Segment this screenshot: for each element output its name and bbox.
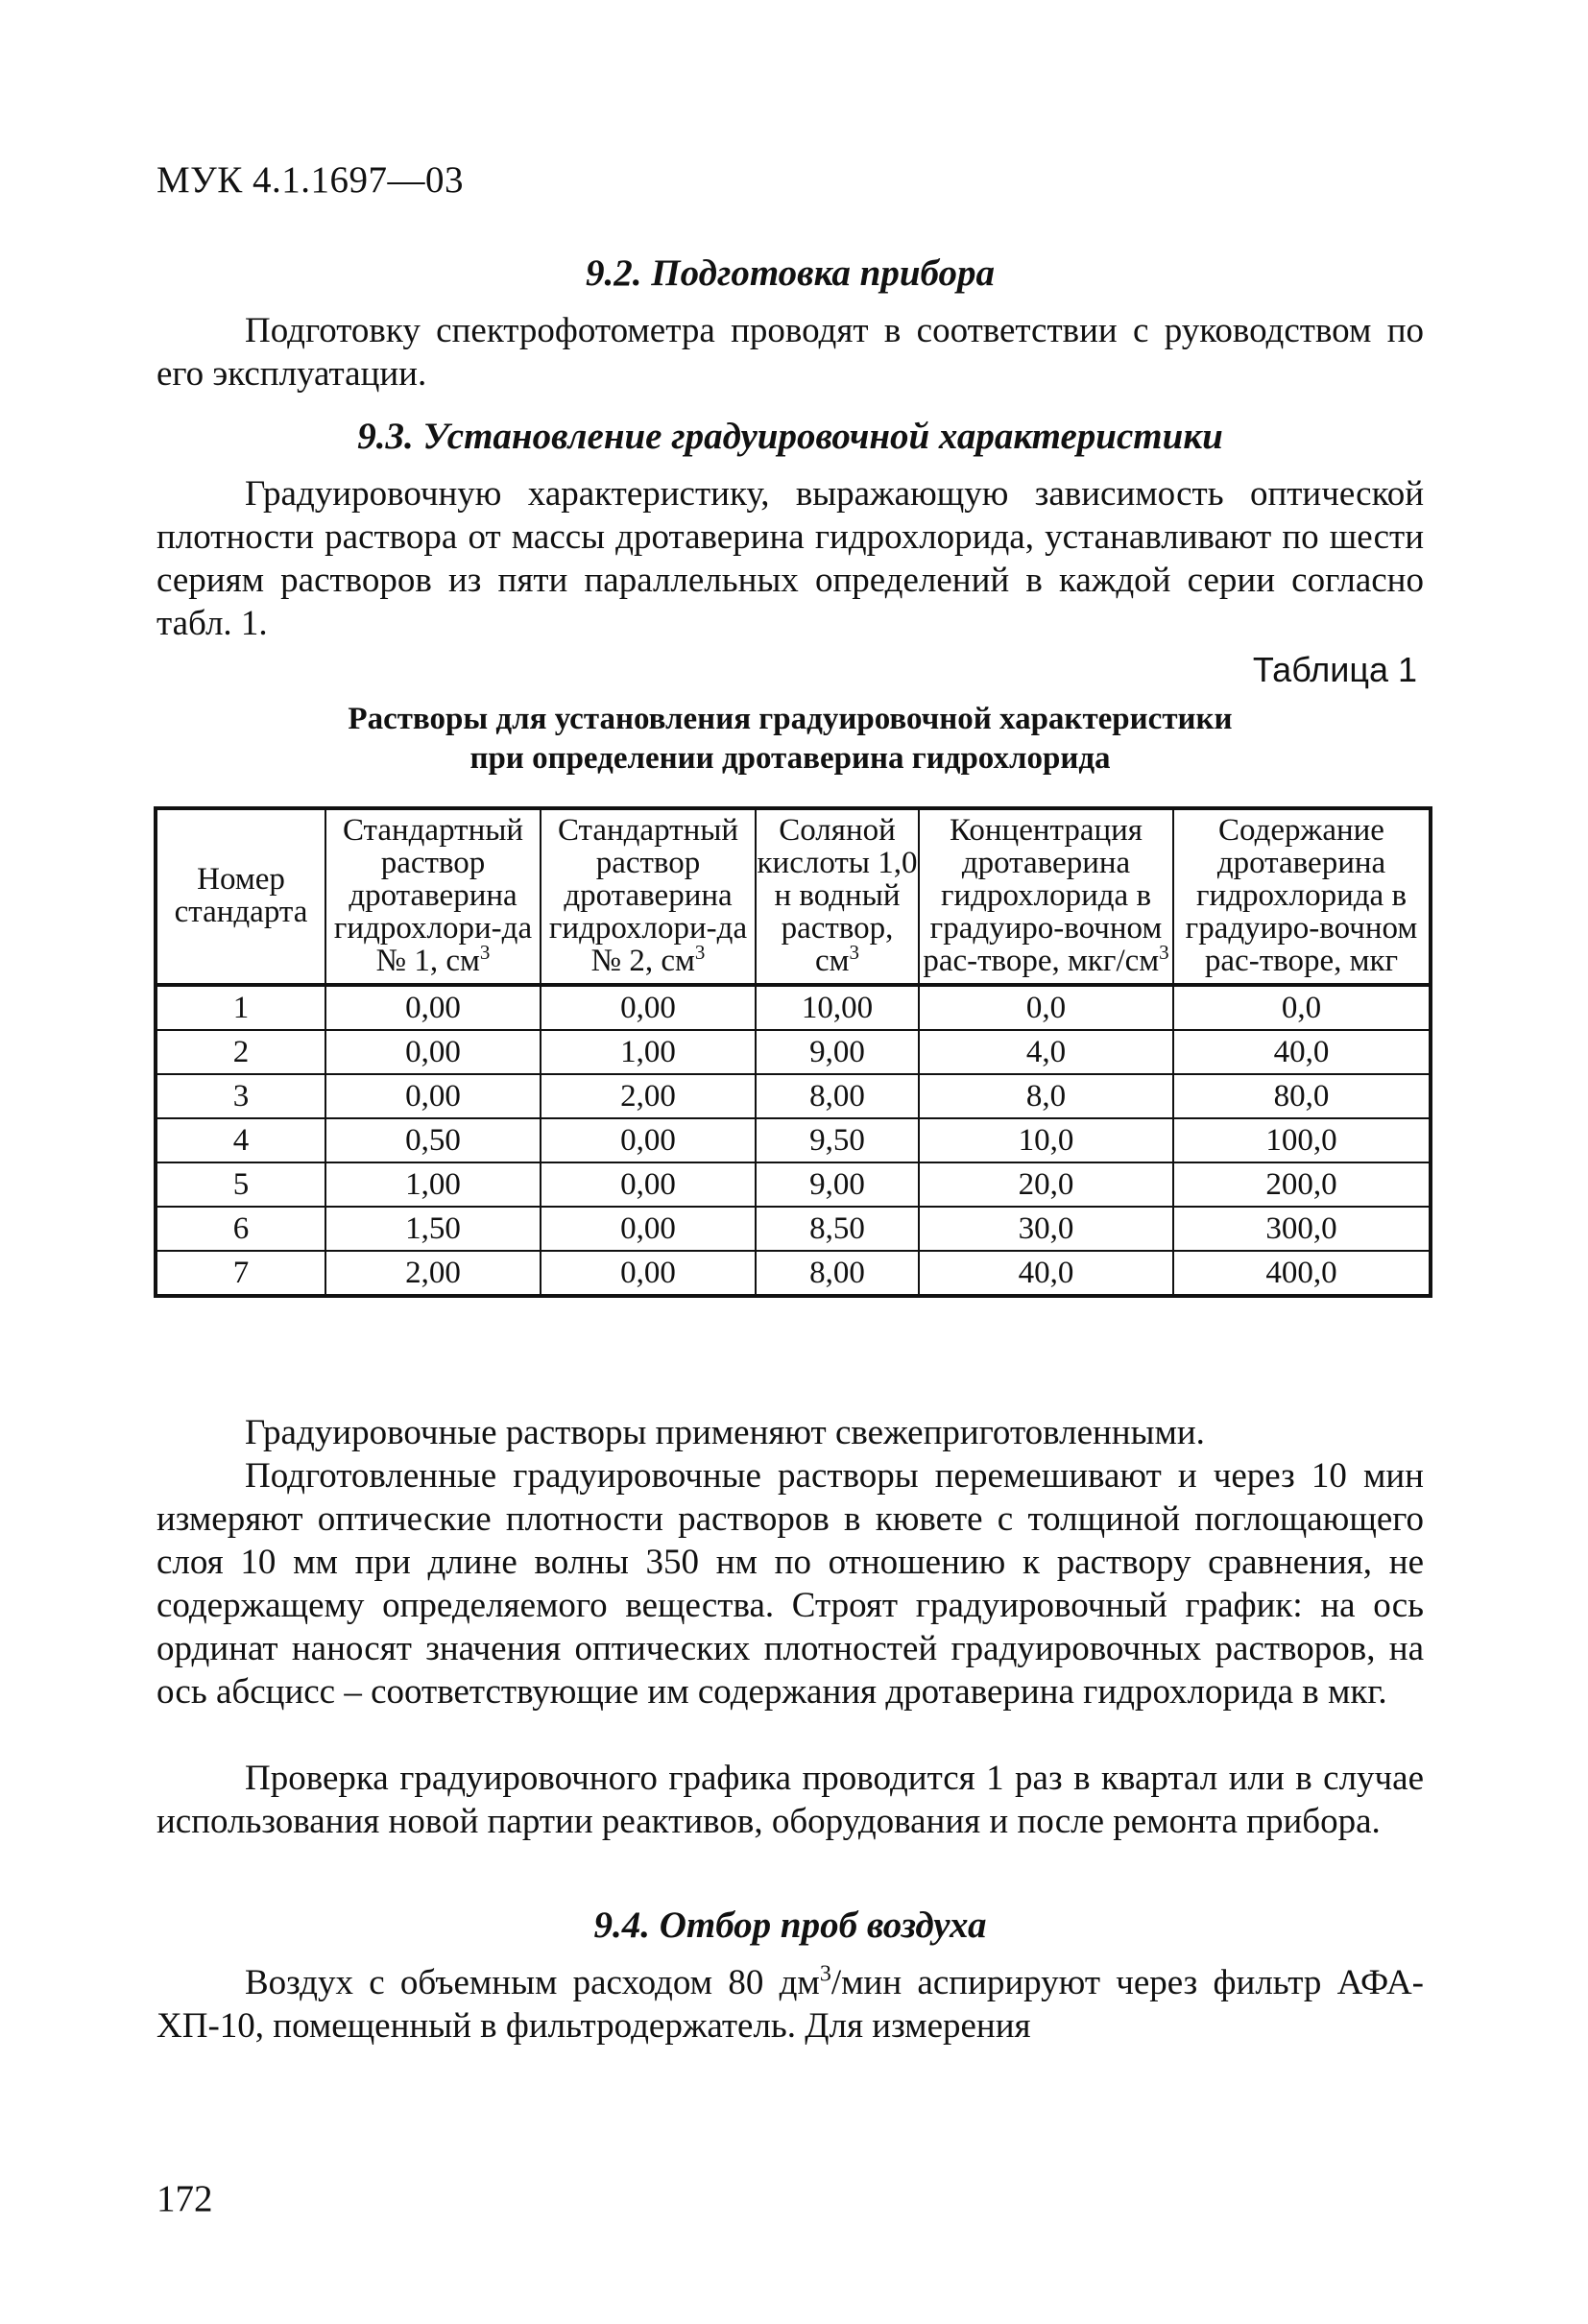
table-cell: 0,00: [325, 1030, 541, 1074]
section-9-4-text: Воздух с объемным расходом 80 $дм^3$/мин аспирируют через фильтр АФА-ХП-10, помещенный в фильтродержатель. Для измерения: [156, 1961, 1424, 2046]
table-header-row: [156, 808, 1431, 985]
table-cell: 40,0: [1173, 1030, 1431, 1074]
table-cell: 1,00: [325, 1162, 541, 1207]
table-row: [156, 1118, 1431, 1162]
table-cell: 300,0: [1173, 1207, 1431, 1251]
table-title: [156, 700, 1424, 779]
table-label: Таблица 1: [1252, 650, 1417, 689]
table-cell: 1,00: [541, 1030, 756, 1074]
after-table-paragraph-3: Проверка градуировочного графика проводится 1 раз в квартал или в случае использования новой партии реактивов, оборудования и после ремонта прибора.: [156, 1759, 1424, 1841]
table-cell: 400,0: [1173, 1251, 1431, 1296]
table-cell: 0,00: [541, 1251, 756, 1296]
table-cell: 0,00: [541, 985, 756, 1030]
table-cell: 20,0: [919, 1162, 1173, 1207]
table-row: [156, 1030, 1431, 1074]
table-cell: 0,00: [541, 1162, 756, 1207]
table-cell: 8,50: [756, 1207, 919, 1251]
table-cell: 6: [156, 1207, 325, 1251]
table-row: [156, 1251, 1431, 1296]
section-9-3-heading: 9.3. Установление градуировочной характеристики: [357, 416, 1223, 457]
table-cell: 4: [156, 1118, 325, 1162]
header-content: Содержание дротаверина гидрохлорида в градуиро-вочном рас-творе, мкг: [1173, 808, 1431, 985]
table-cell: 200,0: [1173, 1162, 1431, 1207]
table-cell: 8,00: [756, 1251, 919, 1296]
header-standard-solution-1: Стандартный раствор дротаверина гидрохлори-да № 1, $см^3$: [325, 808, 541, 985]
header-standard-solution-2: Стандартный раствор дротаверина гидрохлори-да № 2, $см^3$: [541, 808, 756, 985]
page-number: 172: [156, 2178, 213, 2219]
table-cell: 0,00: [325, 1074, 541, 1118]
table-cell: 8,0: [919, 1074, 1173, 1118]
table-cell: 0,0: [919, 985, 1173, 1030]
table-cell: 1,50: [325, 1207, 541, 1251]
table-cell: 2,00: [325, 1251, 541, 1296]
table-cell: 100,0: [1173, 1118, 1431, 1162]
table-cell: 40,0: [919, 1251, 1173, 1296]
table-cell: 7: [156, 1251, 325, 1296]
table-cell: 30,0: [919, 1207, 1173, 1251]
table-title-line-1: Растворы для установления градуировочной характеристики: [348, 702, 1233, 736]
table-cell: 0,00: [325, 985, 541, 1030]
table-cell: 8,00: [756, 1074, 919, 1118]
table-cell: 5: [156, 1162, 325, 1207]
table-cell: 9,00: [756, 1162, 919, 1207]
header-concentration: Концентрация дротаверина гидрохлорида в градуиро-вочном рас-творе, мкг/$см^3$: [919, 808, 1173, 985]
table-row: [156, 1074, 1431, 1118]
table-title-line-2: при определении дротаверина гидрохлорида: [469, 741, 1111, 776]
table-cell: 0,00: [541, 1118, 756, 1162]
table-cell: 0,0: [1173, 985, 1431, 1030]
table-cell: 1: [156, 985, 325, 1030]
table-cell: 0,00: [541, 1207, 756, 1251]
section-9-2-heading: 9.2. Подготовка прибора: [586, 252, 995, 294]
header-hydrochloric-acid: Соляной кислоты 1,0 н водный раствор, $см^3$: [756, 808, 919, 985]
after-table-paragraph-1: Градуировочные растворы применяют свежеприготовленными.: [245, 1413, 1205, 1452]
document-code: МУК 4.1.1697—03: [156, 159, 465, 201]
calibration-table: [154, 806, 1432, 1298]
table-cell: 10,0: [919, 1118, 1173, 1162]
section-9-3-text: Градуировочную характеристику, выражающую зависимость оптической плотности раствора от массы дротаверина гидрохлорида, устанавливают по шести сериям растворов из пяти параллельных определений в каждой серии согласно табл. 1.: [156, 474, 1424, 643]
section-9-4-heading: 9.4. Отбор проб воздуха: [593, 1905, 987, 1946]
header-standard-number: Номер стандарта: [156, 808, 325, 985]
table-cell: 0,50: [325, 1118, 541, 1162]
after-table-paragraph-2: Подготовленные градуировочные растворы перемешивают и через 10 мин измеряют оптические плотности растворов в кювете с толщиной поглощающего слоя 10 мм при длине волны 350 нм по отношению к раствору сравнения, не содержащему определяемого вещества. Строят градуировочный график: на ось ординат наносят значения оптических плотностей градуировочных растворов, на ось абсцисс – соответствующие им содержания дротаверина гидрохлорида в мкг.: [156, 1456, 1424, 1712]
table-row: [156, 1162, 1431, 1207]
table-cell: 4,0: [919, 1030, 1173, 1074]
section-9-2-text: Подготовку спектрофотометра проводят в соответствии с руководством по его эксплуатации.: [156, 311, 1424, 394]
table-cell: 9,50: [756, 1118, 919, 1162]
table-cell: 2,00: [541, 1074, 756, 1118]
table-cell: 3: [156, 1074, 325, 1118]
table-cell: 9,00: [756, 1030, 919, 1074]
table-cell: 80,0: [1173, 1074, 1431, 1118]
table-row: [156, 985, 1431, 1030]
table-row: [156, 1207, 1431, 1251]
table-cell: 10,00: [756, 985, 919, 1030]
table-cell: 2: [156, 1030, 325, 1074]
